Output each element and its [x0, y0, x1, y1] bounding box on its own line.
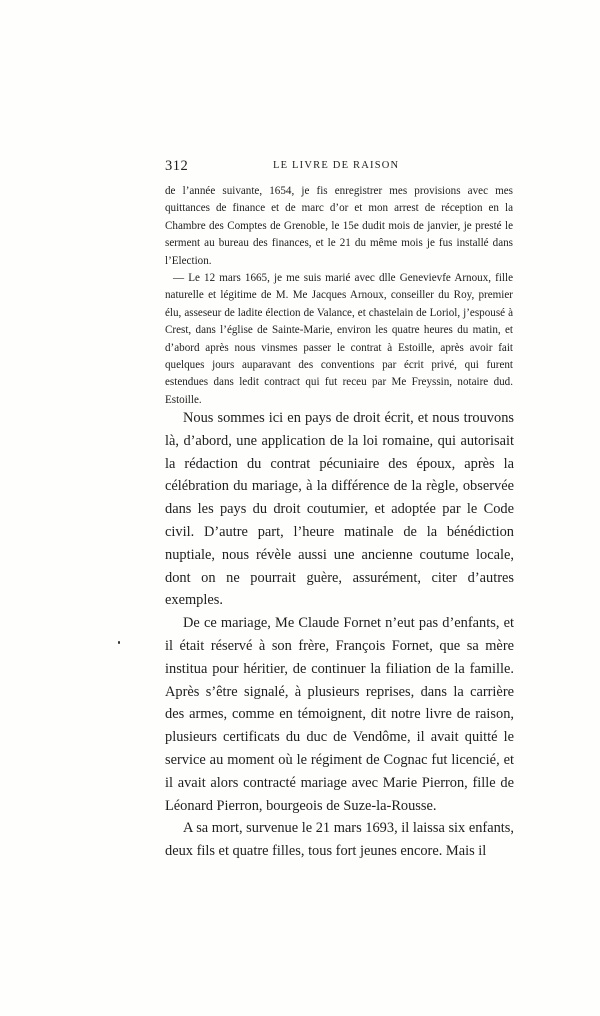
body-paragraph: Nous sommes ici en pays de droit écrit, et nous trouvons là, d’abord, une application de la loi romaine, qui autorisait la rédaction du contrat pécuniaire des époux, après la célébration du mariage, à la différence de la règle, observée dans les pays du droit coutumier, et adoptée par le Code civil. D’autre part, l’heure matinale de la bénédiction nuptiale, nous révèle aussi une ancienne coutume locale, dont on ne pourrait guère, assurément, citer d’autres exemples.: [165, 410, 514, 609]
body-paragraph: A sa mort, survenue le 21 mars 1693, il laissa six enfants, deux fils et quatre filles, tous fort jeunes encore. Mais il: [165, 820, 514, 860]
page-header: [165, 158, 514, 178]
running-head: LE LIVRE DE RAISON: [273, 160, 400, 171]
margin-speck: [118, 641, 120, 644]
quote-paragraph: — Le 12 mars 1665, je me suis marié avec dlle Genevievfe Arnoux, fille naturelle et légitime de M. Me Jacques Arnoux, conseiller du Roy, premier élu, asseseur de ladite élection de Valance, et chastelain de Loriol, j’espousé à Crest, dans l’église de Sainte-Marie, environ les quatre heures du matin, et d’abord après nous vinsmes passer le contrat à Estoille, après avoir fait quelques jours auparavant des conventions par écrit privé, qui furent estendues dans ledit contract qui fut receu par Me Freyssin, notaire dud. Estoille.: [165, 272, 513, 406]
quote-paragraph: de l’année suivante, 1654, je fis enregistrer mes provisions avec mes quittances de finance et de marc d’or et mon arrest de réception en la Chambre des Comptes de Grenoble, le 15e dudit mois de janvier, je presté le serment au bureau des finances, et le 21 du même mois je fus installé dans l’Election.: [165, 185, 513, 267]
page-number: 312: [165, 158, 189, 174]
body-paragraph: De ce mariage, Me Claude Fornet n’eut pas d’enfants, et il était réservé à son frère, François Fornet, que sa mère institua pour héritier, de continuer la filiation de la famille. Après s’être signalé, à plusieurs reprises, dans la carrière des armes, comme en témoignent, dit notre livre de raison, plusieurs certificats du duc de Vendôme, il avait quitté le service au moment où le régiment de Cognac fut licencié, et il avait alors contracté mariage avec Marie Pierron, fille de Léonard Pierron, bourgeois de Suze-la-Rousse.: [165, 615, 514, 814]
quoted-excerpt: [165, 183, 513, 409]
body-text: [165, 407, 514, 863]
